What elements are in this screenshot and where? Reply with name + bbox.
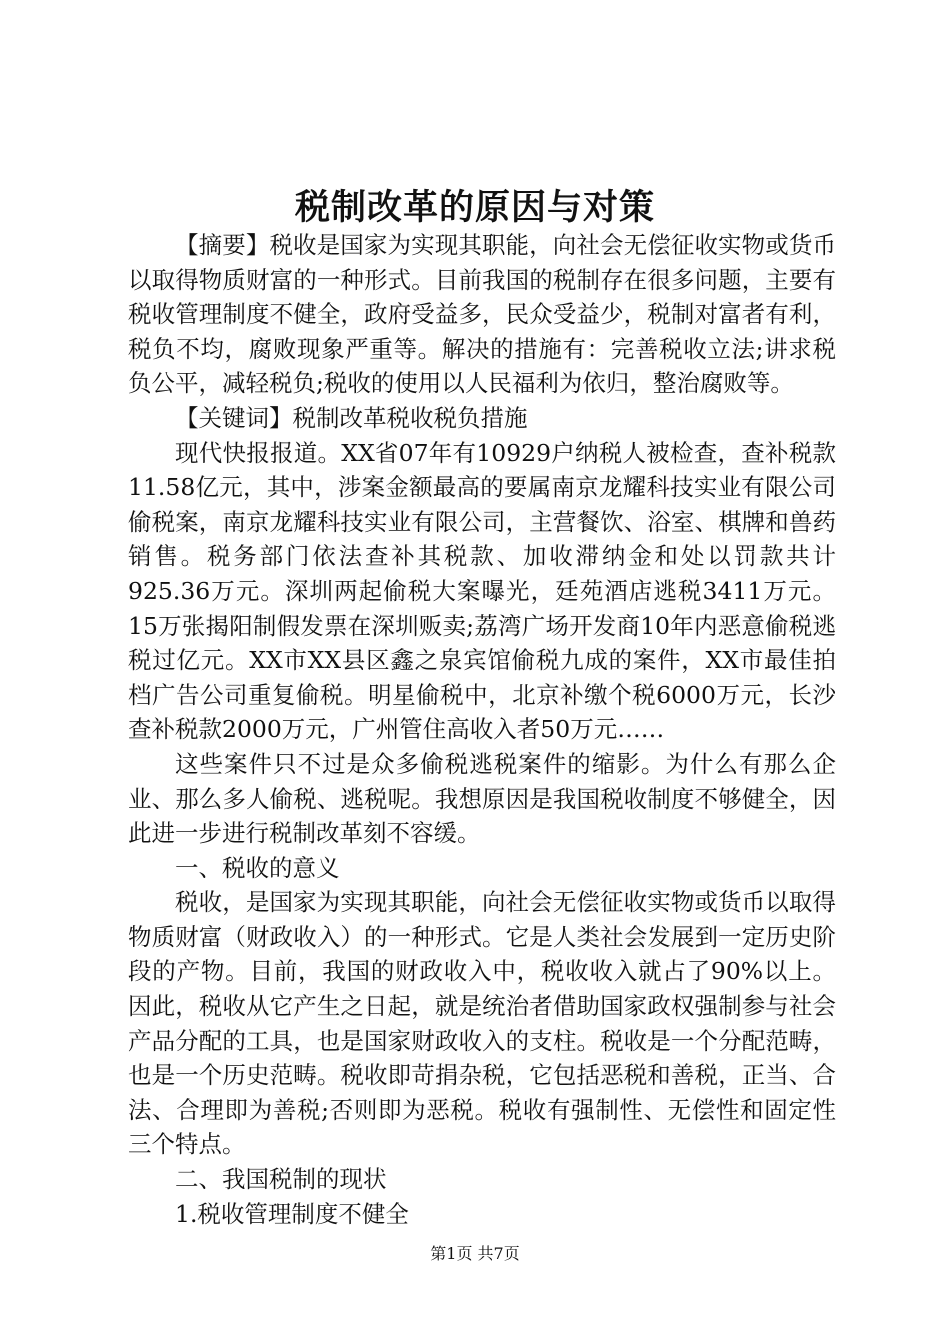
news-paragraph: 现代快报报道。XX省07年有10929户纳税人被检查，查补税款11.58亿元，其中，涉案金额最高的要属南京龙耀科技实业有限公司偷税案，南京龙耀科技实业有限公司，主营餐饮、浴室、棋牌和兽药销售。税务部门依法查补其税款、加收滞纳金和处以罚款共计925.36万元。深圳两起偷税大案曝光，廷苑酒店逃税3411万元。15万张揭阳制假发票在深圳贩卖;荔湾广场开发商10年内恶意偷税逃税过亿元。XX市XX县区鑫之泉宾馆偷税九成的案件，XX市最佳拍档广告公司重复偷税。明星偷税中，北京补缴个税6000万元，长沙查补税款2000万元，广州管住高收入者50万元…… (128, 438, 836, 744)
page-footer: 第1页 共7页 (430, 1244, 520, 1263)
meaning-paragraph: 税收，是国家为实现其职能，向社会无偿征收实物或货币以取得物质财富（财政收入）的一种形式。它是人类社会发展到一定历史阶段的产物。目前，我国的财政收入中，税收收入就占了90%以上。因此，税收从它产生之日起，就是统治者借助国家政权强制参与社会产品分配的工具，也是国家财政收入的支柱。税收是一个分配范畴，也是一个历史范畴。税收即苛捐杂税，它包括恶税和善税，正当、合法、合理即为善税;否则即为恶税。税收有强制性、无偿性和固定性三个特点。 (128, 888, 836, 1159)
abstract-paragraph: 【摘要】税收是国家为实现其职能，向社会无偿征收实物或货币以取得物质财富的一种形式。目前我国的税制存在很多问题，主要有税收管理制度不健全，政府受益多，民众受益少，税制对富者有利，税负不均，腐败现象严重等。解决的措施有：完善税收立法;讲求税负公平，减轻税负;税收的使用以人民福利为依归，整治腐败等。 (128, 231, 836, 398)
reason-paragraph: 这些案件只不过是众多偷税逃税案件的缩影。为什么有那么企业、那么多人偷税、逃税呢。我想原因是我国税收制度不够健全，因此进一步进行税制改革刻不容缓。 (128, 749, 836, 848)
keywords-paragraph: 【关键词】税制改革税收税负措施 (175, 403, 528, 432)
subsection-heading-1: 1.税收管理制度不健全 (175, 1199, 409, 1228)
section-heading-2: 二、我国税制的现状 (175, 1165, 387, 1194)
section-heading-1: 一、税收的意义 (175, 853, 340, 882)
document-title: 税制改革的原因与对策 (294, 187, 655, 228)
document-body (128, 228, 836, 1231)
